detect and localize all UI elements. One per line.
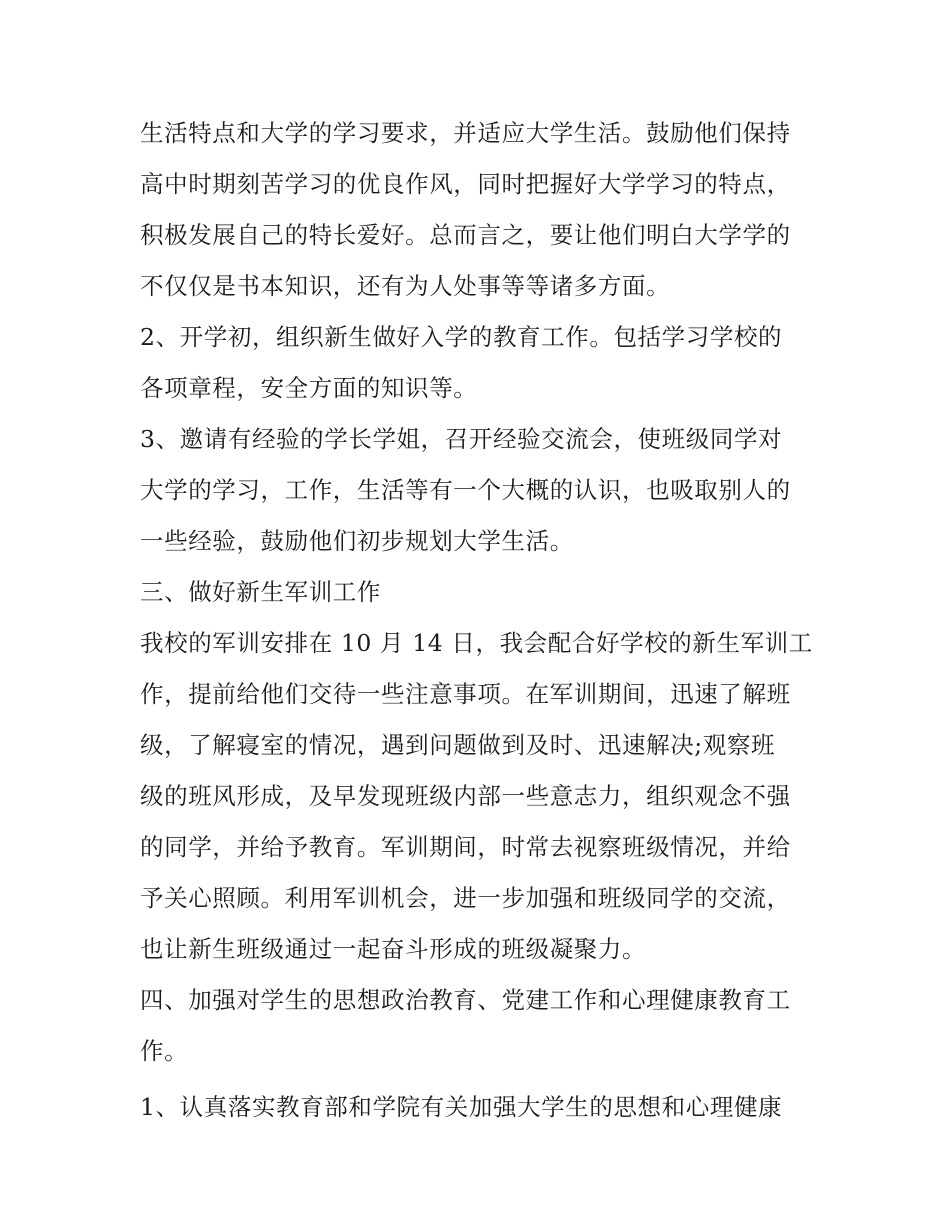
body-line-1: 生活特点和大学的学习要求，并适应大学生活。鼓励他们保持	[140, 119, 791, 147]
military-training-line-3: 级，了解寝室的情况，遇到问题做到及时、迅速解决;观察班	[140, 731, 776, 759]
military-training-line-2: 作，提前给他们交待一些注意事项。在军训期间，迅速了解班	[140, 680, 791, 708]
list-item-2-line-1: 2、开学初，组织新生做好入学的教育工作。包括学习学校的	[140, 323, 783, 351]
military-training-line-5: 的同学，并给予教育。军训期间，时常去视察班级情况，并给	[140, 833, 791, 861]
list-item-3-line-1: 3、邀请有经验的学长学姐，召开经验交流会，使班级同学对	[140, 425, 783, 453]
body-line-2: 高中时期刻苦学习的优良作风，同时把握好大学学习的特点，	[140, 170, 791, 198]
list-item-3-line-2: 大学的学习，工作，生活等有一个大概的认识，也吸取别人的	[140, 476, 791, 504]
document-body	[140, 108, 820, 1133]
section-heading-4-line-1: 四、加强对学生的思想政治教育、党建工作和心理健康教育工	[140, 986, 791, 1014]
military-training-line-1: 我校的军训安排在 10 月 14 日，我会配合好学校的新生军训工	[140, 629, 813, 657]
section-heading-3: 三、做好新生军训工作	[140, 578, 381, 606]
military-training-line-4: 级的班风形成，及早发现班级内部一些意志力，组织观念不强	[140, 782, 791, 810]
military-training-line-7: 也让新生班级通过一起奋斗形成的班级凝聚力。	[140, 935, 647, 963]
body-line-3: 积极发展自己的特长爱好。总而言之，要让他们明白大学学的	[140, 221, 791, 249]
list-item-1-line-1: 1、认真落实教育部和学院有关加强大学生的思想和心理健康	[140, 1093, 783, 1121]
body-line-4: 不仅仅是书本知识，还有为人处事等等诸多方面。	[140, 272, 671, 300]
list-item-2-line-2: 各项章程，安全方面的知识等。	[140, 374, 478, 402]
list-item-3-line-3: 一些经验，鼓励他们初步规划大学生活。	[140, 527, 574, 555]
military-training-line-6: 予关心照顾。利用军训机会，进一步加强和班级同学的交流，	[140, 884, 791, 912]
section-heading-4-line-2: 作。	[140, 1037, 189, 1065]
